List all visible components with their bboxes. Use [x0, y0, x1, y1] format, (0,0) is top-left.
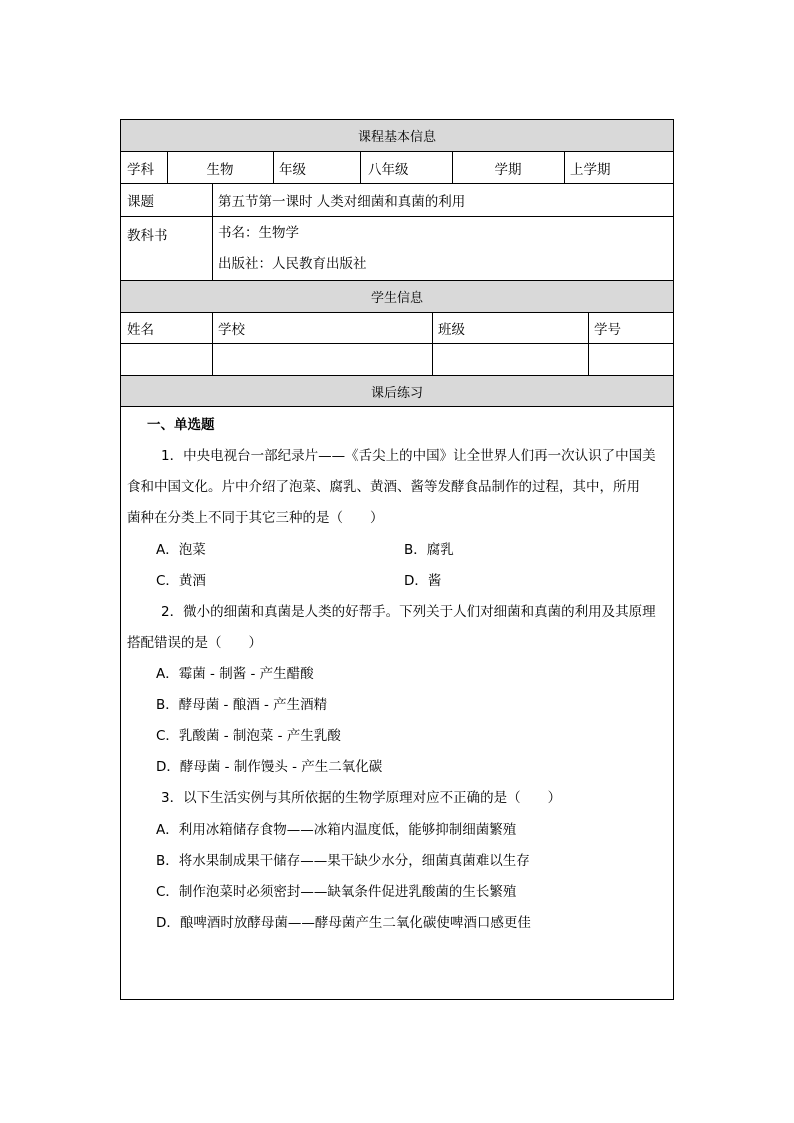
class-field[interactable] [432, 344, 588, 375]
exercise-header [121, 376, 673, 407]
student-info-header [121, 281, 673, 313]
q1-line2: 食和中国文化。片中介绍了泡菜、腐乳、黄酒、酱等发酵食品制作的过程，其中，所用 [127, 479, 640, 495]
q3-option-d: D．酿啤酒时放酵母菌——酵母菌产生二氧化碳使啤酒口感更佳 [156, 915, 531, 931]
student-id-label: 学号 [594, 322, 621, 338]
textbook-label: 教科书 [127, 228, 168, 244]
q1-option-b: B．腐乳 [404, 542, 454, 558]
subject-value: 生物 [206, 161, 234, 178]
q3-option-c: C．制作泡菜时必须密封——缺氧条件促进乳酸菌的生长繁殖 [156, 884, 517, 900]
subject-label: 学科 [127, 161, 154, 178]
q1-line3: 菌种在分类上不同于其它三种的是（ ） [127, 510, 384, 526]
q1-option-d: D．酱 [404, 573, 442, 589]
q2-option-c: C．乳酸菌 - 制泡菜 - 产生乳酸 [156, 728, 341, 744]
exercise-content [121, 407, 673, 999]
q2-option-b: B．酵母菌 - 酿酒 - 产生酒精 [156, 697, 328, 713]
term-value: 上学期 [570, 161, 611, 178]
q2-option-a: A．霉菌 - 制酱 - 产生醋酸 [156, 666, 314, 682]
grade-value: 八年级 [368, 161, 409, 178]
q1-line1: 1．中央电视台一部纪录片——《舌尖上的中国》让全世界人们再一次认识了中国美 [161, 448, 656, 464]
q1-option-a: A．泡菜 [156, 542, 206, 558]
course-info-header [121, 120, 673, 152]
name-label: 姓名 [127, 322, 154, 338]
q3-line1: 3．以下生活实例与其所依据的生物学原理对应不正确的是（ ） [161, 790, 562, 806]
school-field[interactable] [212, 344, 432, 375]
school-label: 学校 [218, 322, 245, 338]
term-label: 学期 [494, 161, 522, 178]
student-labels-row [121, 313, 673, 344]
worksheet-table [120, 119, 674, 1000]
q2-option-d: D．酵母菌 - 制作馒头 - 产生二氧化碳 [156, 759, 383, 775]
q3-option-a: A．利用冰箱储存食物——冰箱内温度低，能够抑制细菌繁殖 [156, 822, 517, 838]
topic-row [121, 184, 673, 217]
q3-option-b: B．将水果制成果干储存——果干缺少水分，细菌真菌难以生存 [156, 853, 530, 869]
course-meta-row [121, 152, 673, 184]
exercise-title: 课后练习 [370, 385, 423, 401]
student-info-title: 学生信息 [370, 291, 423, 306]
topic-value: 第五节第一课时 人类对细菌和真菌的利用 [218, 194, 466, 210]
book-name: 书名：生物学 [218, 225, 299, 241]
course-info-title: 课程基本信息 [357, 130, 436, 145]
section-title: 一、单选题 [147, 417, 215, 433]
student-fields-row [121, 344, 673, 376]
q2-line1: 2．微小的细菌和真菌是人类的好帮手。下列关于人们对细菌和真菌的利用及其原理 [161, 604, 656, 620]
topic-label: 课题 [127, 194, 154, 210]
name-field[interactable] [121, 344, 212, 375]
class-label: 班级 [438, 322, 465, 338]
textbook-row [121, 217, 673, 281]
student-id-field[interactable] [588, 344, 673, 375]
publisher: 出版社：人民教育出版社 [218, 256, 367, 272]
grade-label: 年级 [279, 161, 306, 178]
q1-option-c: C．黄酒 [156, 573, 206, 589]
q2-line2: 搭配错误的是（ ） [127, 635, 262, 651]
